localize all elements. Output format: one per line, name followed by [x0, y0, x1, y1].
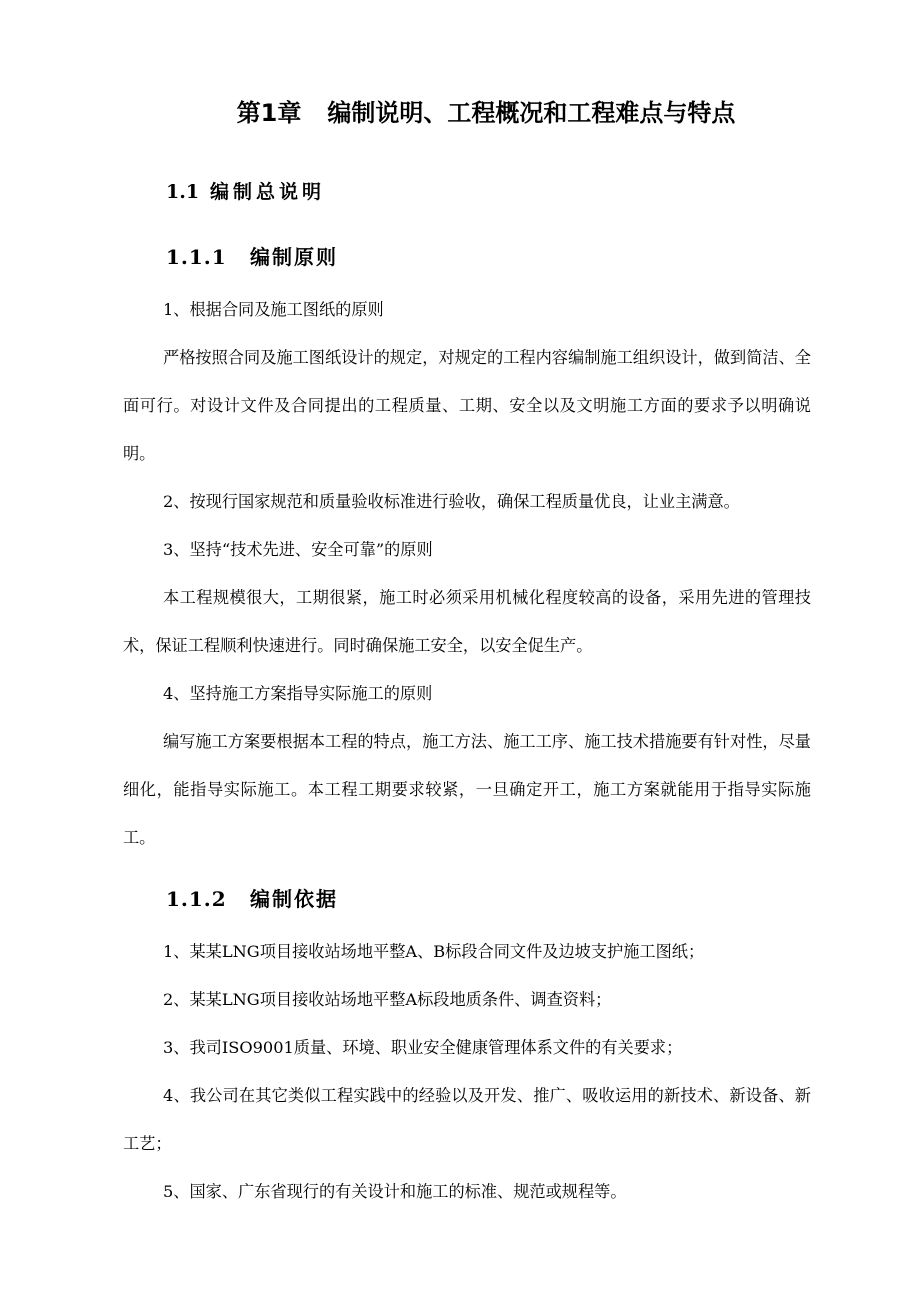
chapter-title: [0, 96, 920, 130]
paragraph: 3、我司ISO9001质量、环境、职业安全健康管理体系文件的有关要求；: [163, 1038, 683, 1057]
paragraph: 编写施工方案要根据本工程的特点，施工方法、施工工序、施工技术措施要有针对性，尽量细化，能指导实际施工。本工程工期要求较紧，一旦确定开工，施工方案就能用于指导实际施工。: [123, 732, 811, 847]
subsection-title: 编制原则: [250, 245, 338, 269]
subsection-number: 1.1.1: [166, 245, 227, 269]
paragraph: 3、坚持“技术先进、安全可靠”的原则: [163, 540, 433, 559]
paragraph: 4、我公司在其它类似工程实践中的经验以及开发、推广、吸收运用的新技术、新设备、新工艺；: [123, 1086, 811, 1153]
chapter-number: 第1章: [236, 99, 302, 127]
paragraph: 本工程规模很大，工期很紧，施工时必须采用机械化程度较高的设备，采用先进的管理技术，保证工程顺利快速进行。同时确保施工安全，以安全促生产。: [123, 588, 811, 655]
paragraph: 1、根据合同及施工图纸的原则: [163, 300, 384, 319]
paragraph: 4、坚持施工方案指导实际施工的原则: [163, 684, 433, 703]
subsection-title: 编制依据: [250, 887, 338, 911]
chapter-title-text: 编制说明、工程概况和工程难点与特点: [327, 99, 736, 127]
subsection-heading-basis: [166, 884, 338, 914]
paragraph: 2、按现行国家规范和质量验收标准进行验收，确保工程质量优良，让业主满意。: [163, 492, 740, 511]
paragraph: 1、某某LNG项目接收站场地平整A、B标段合同文件及边坡支护施工图纸；: [163, 942, 705, 961]
subsection-heading-principles: [166, 242, 338, 272]
section-heading: [166, 178, 325, 206]
section-title: 编制总说明: [210, 181, 326, 203]
paragraph: 2、某某LNG项目接收站场地平整A标段地质条件、调查资料；: [163, 990, 612, 1009]
subsection-number: 1.1.2: [166, 887, 227, 911]
paragraph: 严格按照合同及施工图纸设计的规定，对规定的工程内容编制施工组织设计，做到简洁、全面可行。对设计文件及合同提出的工程质量、工期、安全以及文明施工方面的要求予以明确说明。: [123, 348, 811, 463]
paragraph: 5、国家、广东省现行的有关设计和施工的标准、规范或规程等。: [163, 1182, 627, 1201]
section-number: 1.1: [166, 181, 200, 203]
